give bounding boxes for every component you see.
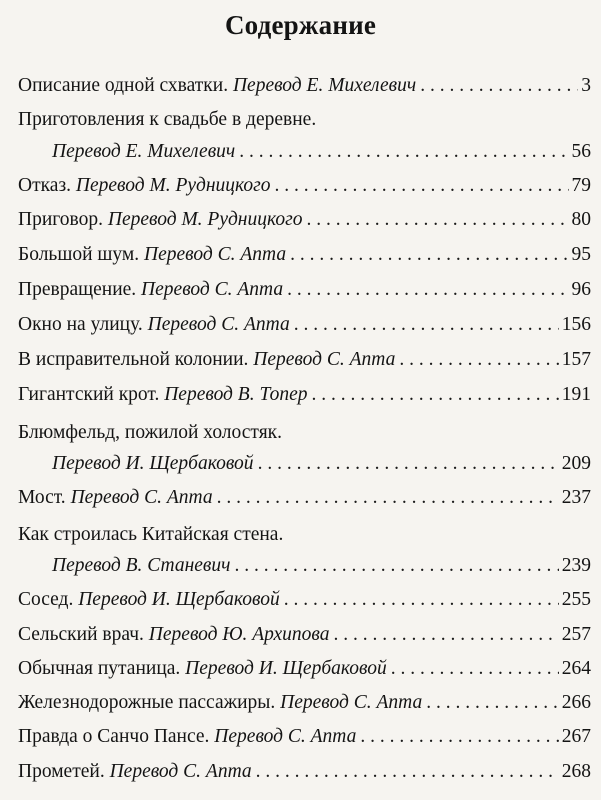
dot-leader bbox=[420, 73, 578, 99]
toc-entry-translator: Перевод В. Станевич bbox=[52, 555, 231, 576]
dot-leader bbox=[234, 553, 558, 579]
toc-page-number: 191 bbox=[561, 384, 591, 405]
toc-entry bbox=[18, 656, 591, 682]
toc-entry-title: Большой шум. bbox=[18, 244, 140, 265]
toc-page-number: 80 bbox=[571, 209, 591, 230]
toc-entry bbox=[18, 724, 591, 750]
toc-entry bbox=[18, 587, 591, 613]
toc-entry-text bbox=[18, 312, 290, 338]
toc-entry-translator: Перевод Ю. Архипова bbox=[148, 624, 330, 645]
toc-entry-text bbox=[18, 277, 283, 303]
toc-page-number: 156 bbox=[561, 314, 591, 335]
toc-page-number: 237 bbox=[561, 487, 591, 508]
toc-entry-translator: Перевод Е. Михелевич bbox=[52, 141, 236, 162]
toc-page-number: 96 bbox=[571, 279, 591, 300]
toc-page-number: 267 bbox=[561, 726, 591, 747]
toc-entry bbox=[18, 242, 591, 268]
toc-entry-text bbox=[18, 382, 308, 408]
toc-entry-translator: Перевод И. Щербаковой bbox=[78, 589, 280, 610]
toc-entry-text bbox=[18, 622, 330, 648]
toc-entry-title-line bbox=[18, 107, 591, 133]
toc-page-number: 264 bbox=[561, 658, 591, 679]
toc-entry bbox=[52, 139, 591, 165]
dot-leader bbox=[360, 724, 558, 750]
toc-entry-text bbox=[18, 724, 356, 750]
toc-page-number: 257 bbox=[561, 624, 591, 645]
toc-entry-title: Гигантский крот. bbox=[18, 384, 160, 405]
toc-entry-title: Отказ. bbox=[18, 175, 72, 196]
toc-entry-text bbox=[18, 73, 416, 99]
dot-leader bbox=[256, 759, 559, 785]
toc-entry-title: Приговор. bbox=[18, 209, 103, 230]
toc-entry-text bbox=[18, 173, 271, 199]
toc-entry-title: Прометей. bbox=[18, 761, 105, 782]
dot-leader bbox=[399, 347, 558, 373]
toc-entry-translator: Перевод И. Щербаковой bbox=[52, 453, 254, 474]
dot-leader bbox=[391, 656, 559, 682]
toc-page-number: 268 bbox=[561, 761, 591, 782]
dot-leader bbox=[239, 139, 568, 165]
toc-entry-text bbox=[18, 347, 395, 373]
toc-entry-translator: Перевод С. Апта bbox=[280, 692, 423, 713]
dot-leader bbox=[312, 382, 559, 408]
toc-entry-translator: Перевод И. Щербаковой bbox=[185, 658, 387, 679]
page-title: Содержание bbox=[224, 10, 377, 40]
dot-leader bbox=[287, 277, 568, 303]
toc-entry-title: Железнодорожные пассажиры. bbox=[18, 692, 276, 713]
toc-entry-text bbox=[18, 242, 286, 268]
dot-leader bbox=[258, 451, 559, 477]
toc-entry-text bbox=[18, 207, 302, 233]
toc-page-number: 266 bbox=[561, 692, 591, 713]
toc-entry-translator: Перевод С. Апта bbox=[141, 279, 284, 300]
toc-entry bbox=[18, 759, 591, 785]
toc-entry-text bbox=[52, 139, 235, 165]
toc-entry-translator: Перевод В. Топер bbox=[164, 384, 308, 405]
toc-entry-translator: Перевод С. Апта bbox=[253, 349, 396, 370]
toc-entry bbox=[18, 173, 591, 199]
toc-entry-translator: Перевод Е. Михелевич bbox=[232, 75, 417, 96]
toc-page-number: 79 bbox=[571, 175, 591, 196]
toc-entry-title: В исправительной колонии. bbox=[18, 349, 249, 370]
toc-entry-title: Приготовления к свадьбе в деревне. bbox=[18, 109, 317, 130]
toc-entry bbox=[18, 312, 591, 338]
dot-leader bbox=[294, 312, 559, 338]
toc-page-number: 95 bbox=[571, 244, 591, 265]
toc-entry-title: Сосед. bbox=[18, 589, 74, 610]
toc-entry-title: Окно на улицу. bbox=[18, 314, 143, 335]
toc-entry-title: Мост. bbox=[18, 487, 66, 508]
toc-entry-text bbox=[52, 451, 254, 477]
toc-entry-text bbox=[52, 553, 230, 579]
toc-page-number: 239 bbox=[561, 555, 591, 576]
toc-entry-title: Обычная путаница. bbox=[18, 658, 181, 679]
toc-entry-translator: Перевод С. Апта bbox=[70, 487, 213, 508]
dot-leader bbox=[306, 207, 568, 233]
toc-entry-translator: Перевод С. Апта bbox=[147, 314, 290, 335]
toc-entry-translator: Перевод С. Апта bbox=[109, 761, 252, 782]
toc-entry-translator: Перевод С. Апта bbox=[144, 244, 287, 265]
toc-entry-title: Блюмфельд, пожилой холостяк. bbox=[18, 422, 283, 443]
toc-entry-text bbox=[18, 690, 422, 716]
toc-page-number: 255 bbox=[561, 589, 591, 610]
toc-page-number: 56 bbox=[571, 141, 591, 162]
toc-entry-translator: Перевод М. Рудницкого bbox=[107, 209, 303, 230]
toc-entry-text bbox=[18, 656, 387, 682]
toc-entry-translator: Перевод М. Рудницкого bbox=[75, 175, 271, 196]
toc-page-number: 157 bbox=[561, 349, 591, 370]
dot-leader bbox=[217, 485, 559, 511]
toc-entry-title: Превращение. bbox=[18, 279, 137, 300]
dot-leader bbox=[290, 242, 568, 268]
dot-leader bbox=[426, 690, 559, 716]
toc-entry bbox=[18, 690, 591, 716]
toc-entry bbox=[52, 553, 591, 579]
toc-entry-title: Описание одной схватки. bbox=[18, 75, 229, 96]
dot-leader bbox=[284, 587, 559, 613]
toc-entry bbox=[18, 207, 591, 233]
toc-entry bbox=[18, 347, 591, 373]
toc-entry-title-line bbox=[18, 420, 591, 446]
toc-entry bbox=[18, 485, 591, 511]
toc-entry bbox=[18, 277, 591, 303]
toc-entry-text bbox=[18, 587, 280, 613]
toc-entry-text bbox=[18, 485, 213, 511]
toc-entry-title: Сельский врач. bbox=[18, 624, 144, 645]
toc-entry bbox=[18, 73, 591, 99]
dot-leader bbox=[275, 173, 569, 199]
toc-entry-translator: Перевод С. Апта bbox=[214, 726, 357, 747]
toc-entry bbox=[18, 382, 591, 408]
toc-page-number: 3 bbox=[581, 75, 591, 96]
toc-entry-text bbox=[18, 759, 252, 785]
toc-page-number: 209 bbox=[561, 453, 591, 474]
toc-entry-title: Правда о Санчо Пансе. bbox=[18, 726, 210, 747]
toc-entry-title: Как строилась Китайская стена. bbox=[18, 524, 284, 545]
toc-entry bbox=[18, 622, 591, 648]
toc-entry-title-line bbox=[18, 522, 591, 548]
toc-entry bbox=[52, 451, 591, 477]
dot-leader bbox=[334, 622, 559, 648]
